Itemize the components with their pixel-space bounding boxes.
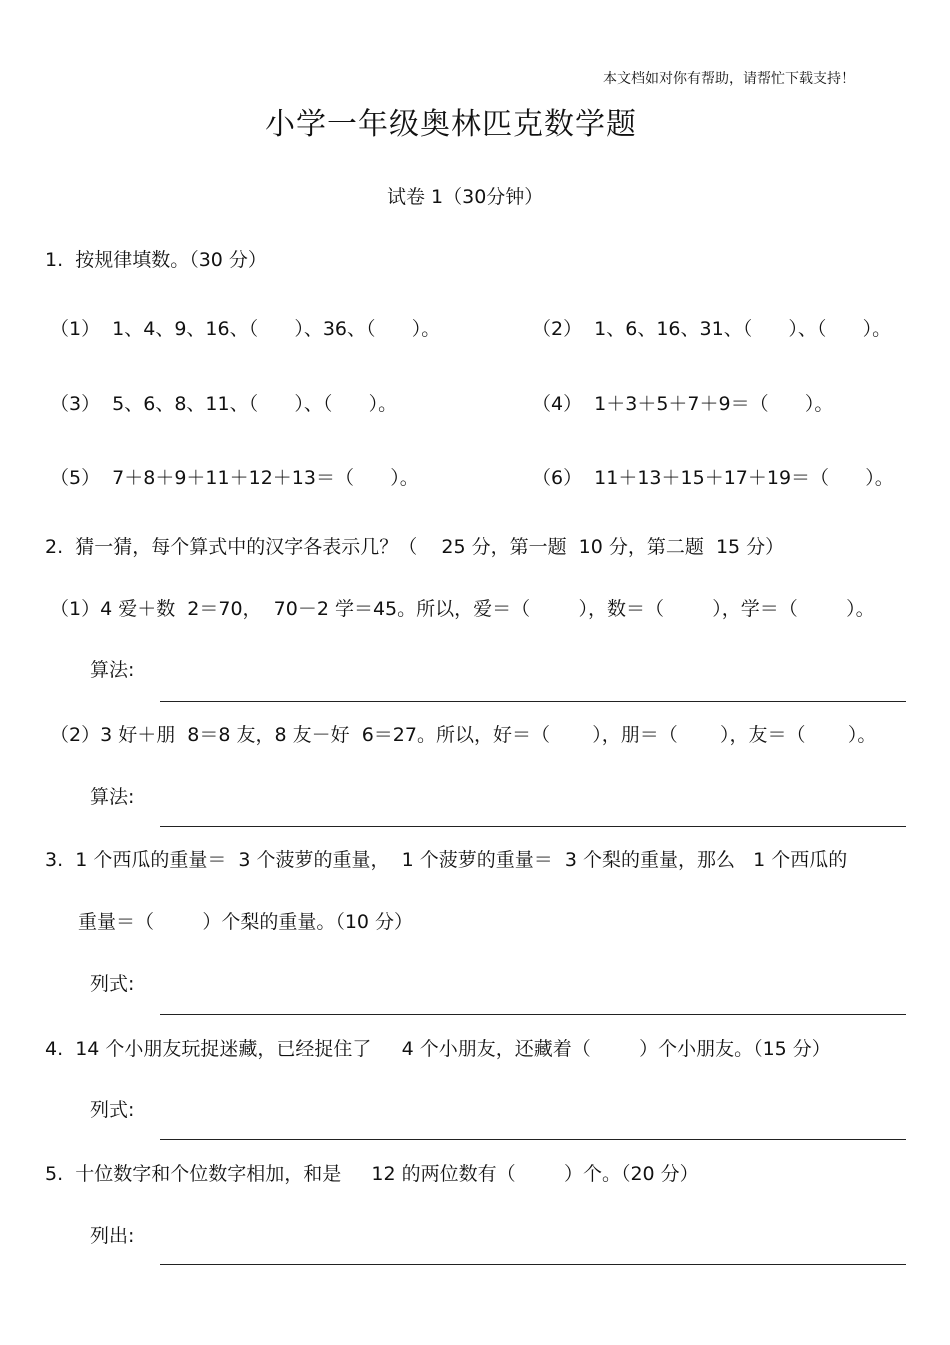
question-3-label: 列式:	[90, 973, 135, 995]
question-5-line-1: 5. 十位数字和个位数字相加，和是 12 的两位数有（ ）个。（20 分）	[45, 1163, 699, 1185]
header-note: 本文档如对你有帮助，请帮忙下载支持！	[603, 71, 855, 87]
answer-line-q2-part-1[interactable]	[160, 701, 906, 702]
question-1-item-5: （5） 7＋8＋9＋11＋12＋13＝（ ）。	[50, 467, 419, 489]
question-2-part-2: （2）3 好＋朋 8＝8 友，8 友－好 6＝27。所以，好＝（ ），朋＝（ ），友＝（ ）。	[50, 724, 877, 746]
question-4-line-1: 4. 14 个小朋友玩捉迷藏，已经捉住了 4 个小朋友，还藏着（ ）个小朋友。（15 分）	[45, 1038, 831, 1060]
exam-subtitle: 试卷 1（30分钟）	[387, 186, 544, 208]
question-3-line-2: 重量＝（ ）个梨的重量。（10 分）	[78, 911, 414, 933]
question-2-part-2-label: 算法:	[90, 786, 135, 808]
question-1-heading: 1. 按规律填数。（30 分）	[45, 249, 267, 271]
question-2-part-1: （1）4 爱＋数 2＝70， 70－2 学＝45。所以，爱＝（ ），数＝（ ），学＝（ ）。	[50, 598, 875, 620]
question-5-label: 列出:	[90, 1225, 135, 1247]
question-2-heading: 2. 猜一猜，每个算式中的汉字各表示几？（ 25 分，第一题 10 分，第二题 15 分）	[45, 536, 785, 558]
question-2-part-1-label: 算法:	[90, 659, 135, 681]
question-4-label: 列式:	[90, 1099, 135, 1121]
question-1-item-4: （4） 1＋3＋5＋7＋9＝（ ）。	[532, 393, 834, 415]
answer-line-q2-part-2[interactable]	[160, 826, 906, 827]
answer-line-q4[interactable]	[160, 1139, 906, 1140]
question-1-item-1: （1） 1、4、9、16、（ ）、36、（ ）。	[50, 318, 441, 340]
page-title: 小学一年级奥林匹克数学题	[265, 107, 637, 142]
answer-line-q3[interactable]	[160, 1014, 906, 1015]
question-1-item-6: （6） 11＋13＋15＋17＋19＝（ ）。	[532, 467, 894, 489]
answer-line-q5[interactable]	[160, 1264, 906, 1265]
question-1-item-2: （2） 1、6、16、31、（ ）、（ ）。	[532, 318, 892, 340]
question-1-item-3: （3） 5、6、8、11、（ ）、（ ）。	[50, 393, 398, 415]
question-3-line-1: 3. 1 个西瓜的重量＝ 3 个菠萝的重量， 1 个菠萝的重量＝ 3 个梨的重量，那么 1 个西瓜的	[45, 849, 848, 871]
